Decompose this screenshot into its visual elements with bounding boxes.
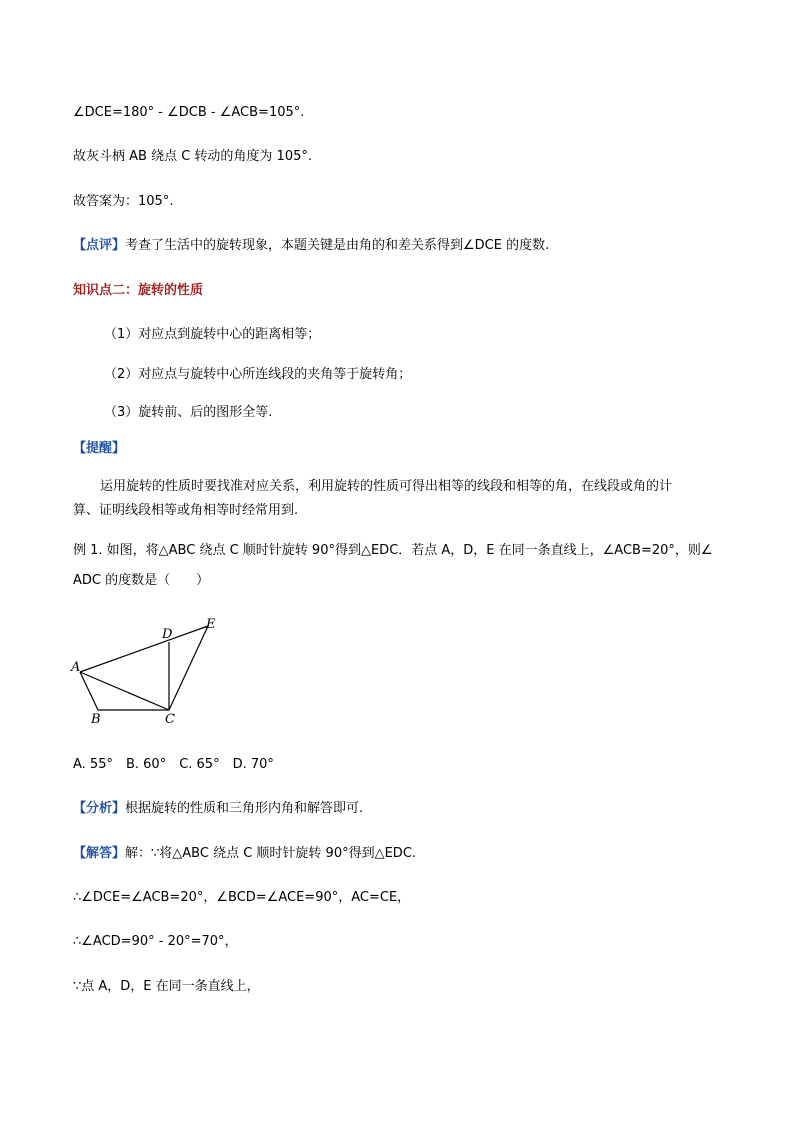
property-1: （1）对应点到旋转中心的距离相等； <box>104 327 321 342</box>
label-d: D <box>162 627 173 642</box>
segment-ab <box>80 672 98 710</box>
segment-ae <box>80 626 208 672</box>
label-e: E <box>206 617 216 632</box>
property-3: （3）旋转前、后的图形全等. <box>104 405 273 420</box>
segment-ac <box>80 672 169 710</box>
solution-step-3: ∵点 A，D，E 在同一条直线上， <box>73 979 260 994</box>
comment-tag: 【点评】 <box>73 238 126 253</box>
rotation-figure <box>68 612 228 728</box>
label-a: A <box>71 660 81 675</box>
rotation-angle-statement: 故灰斗柄 AB 绕点 C 转动的角度为 105°. <box>73 149 312 164</box>
solution-tag: 【解答】 <box>73 846 126 861</box>
reminder-line-1: 运用旋转的性质时要找准对应关系，利用旋转的性质可得出相等的线段和相等的角，在线段或角的计 <box>100 479 673 494</box>
section-title: 知识点二：旋转的性质 <box>73 283 204 298</box>
property-2: （2）对应点与旋转中心所连线段的夹角等于旋转角； <box>104 367 412 382</box>
equation-dce: ∠DCE=180° - ∠DCB - ∠ACB=105°. <box>73 105 305 120</box>
segment-ec <box>169 626 208 710</box>
label-b: B <box>91 712 101 727</box>
label-c: C <box>165 712 175 727</box>
comment-text: 考查了生活中的旋转现象，本题关键是由角的和差关系得到∠DCE 的度数. <box>125 238 550 253</box>
example-line-2: ADC 的度数是（ ） <box>73 573 210 588</box>
solution-text: 解：∵将△ABC 绕点 C 顺时针旋转 90°得到△EDC. <box>125 846 417 861</box>
solution-paragraph <box>73 845 416 863</box>
solution-step-1: ∴∠DCE=∠ACB=20°，∠BCD=∠ACE=90°，AC=CE， <box>73 890 411 905</box>
analysis-text: 根据旋转的性质和三角形内角和解答即可. <box>125 801 364 816</box>
reminder-tag: 【提醒】 <box>73 441 126 456</box>
solution-step-2: ∴∠ACD=90° - 20°=70°， <box>73 934 238 949</box>
reminder-line-2: 算、证明线段相等或角相等时经常用到. <box>73 503 299 518</box>
analysis-paragraph <box>73 800 363 818</box>
answer-options: A. 55° B. 60° C. 65° D. 70° <box>73 757 274 772</box>
comment-paragraph <box>73 237 549 255</box>
example-line-1: 例 1. 如图，将△ABC 绕点 C 顺时针旋转 90°得到△EDC．若点 A，D，E 在同一条直线上，∠ACB=20°，则∠ <box>73 543 713 558</box>
analysis-tag: 【分析】 <box>73 801 126 816</box>
answer-statement: 故答案为：105°. <box>73 194 174 209</box>
